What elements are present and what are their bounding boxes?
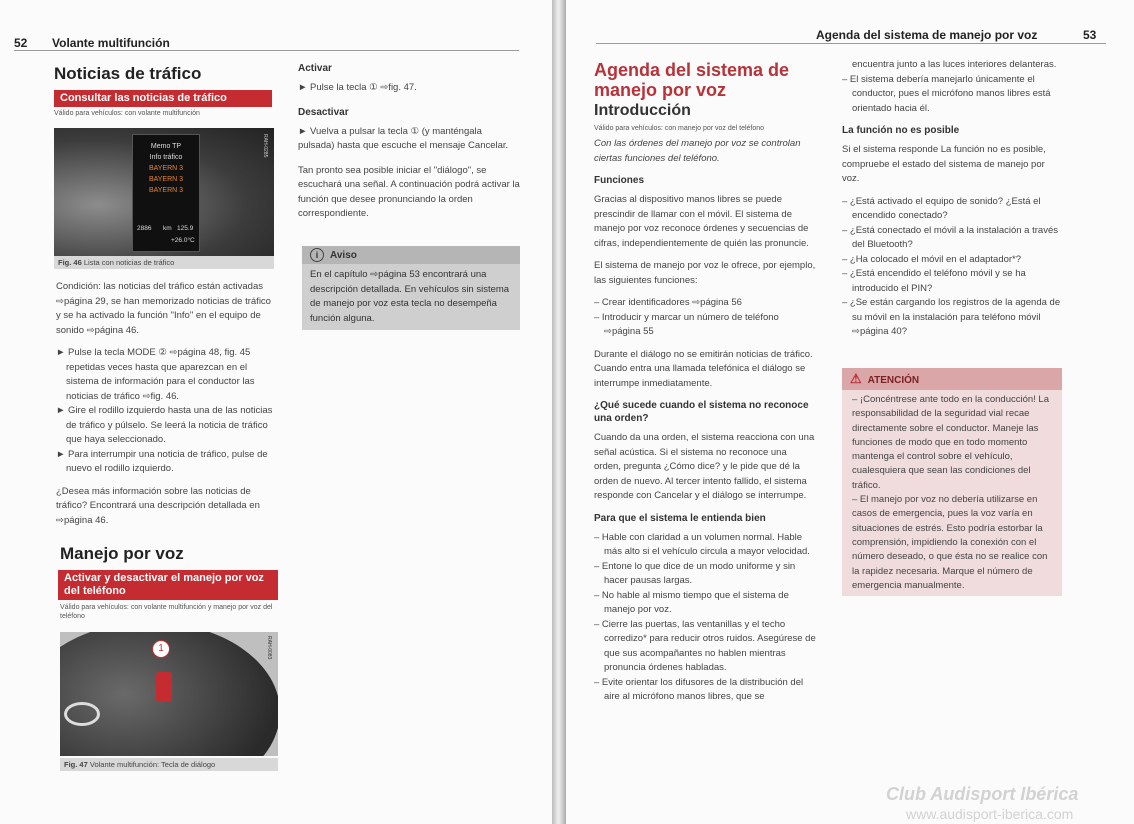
right-page [566, 0, 1134, 824]
lead-paragraph: Con las órdenes del manejo por voz se controlan ciertas funciones del teléfono. [594, 138, 801, 164]
step-activar: ► Pulse la tecla ① ⇨fig. 47. [298, 82, 417, 93]
warning-item: – ¡Concéntrese ante todo en la conducción! La responsabilidad de la seguridad vial recae directamente sobre el conductor. Maneje las funciones de modo que en todo momento mantenga el control sobre el vehículo, cualesquiera que sean las condiciones del tráfico. [852, 394, 1049, 491]
list-item: – ¿Ha colocado el móvil en el adaptador*? [842, 253, 1022, 265]
left-page [0, 0, 552, 824]
subheading-activar: Activar [298, 63, 332, 74]
warning-body [842, 390, 1062, 596]
list-item: encuentra junto a las luces interiores delanteras. [852, 59, 1057, 70]
validity-note: Válido para vehículos: con volante multifunción [54, 110, 200, 117]
subheading-funciones: Funciones [594, 175, 645, 186]
dialog-button-highlight [156, 672, 172, 702]
book-gutter [552, 0, 566, 824]
figure-code: RAH-0083 [266, 636, 272, 660]
driver-info-display [132, 134, 200, 252]
list-item: – Crear identificadores ⇨página 56 [594, 297, 742, 308]
figure-46-caption [54, 256, 274, 269]
no-posible-paragraph: Si el sistema responde La función no es posible, compruebe el estado del sistema de manejo por voz. [842, 144, 1046, 184]
step-desactivar: ► Vuelva a pulsar la tecla ① (y manténgala pulsada) hasta que escuche el mensaje Cancelar. [298, 125, 509, 151]
list-item: – Cierre las puertas, las ventanillas y el techo corredizo* para reducir otros ruidos. Asegúrese de que sus acompañantes no hablen mientras pronuncia órdenes habladas. [594, 618, 816, 673]
validity-note: Válido para vehículos: con manejo por voz del teléfono [594, 125, 765, 132]
subsection-bar: Consultar las noticias de tráfico [54, 90, 272, 107]
right-col1-text [594, 137, 816, 705]
list-item: – Evite orientar los difusores de la distribución del aire al micrófono manos libres, que se [594, 676, 804, 702]
temperature-value: +26.0°C [171, 237, 195, 244]
odometer-unit: km [163, 225, 172, 232]
running-head: Volante multifunción [52, 36, 170, 50]
page-number: 52 [14, 36, 28, 50]
figure-47 [60, 632, 278, 756]
aviso-text: En el capítulo ⇨página 53 encontrará una descripción detallada. En vehículos sin sistema de manejo por voz esta tecla no desempeña función alguna. [302, 264, 520, 330]
list-item: – ¿Está conectado el móvil a la instalación a través del Bluetooth? [842, 224, 1058, 250]
page-number: 53 [1083, 28, 1097, 42]
chapter-title: Agenda del sistema de manejo por voz [594, 60, 790, 100]
caption-text: Lista con noticias de tráfico [83, 258, 175, 267]
display-line-info: Info tráfico [149, 154, 183, 161]
list-item: – El sistema debería manejarlo únicamente el conductor, pues el micrófono manos libres está orientado hacia él. [842, 73, 1051, 114]
funciones-paragraph: Gracias al dispositivo manos libres se puede prescindir de llamar con el móvil. El sistema de manejo por voz reconoce órdenes y secuencias de cifras, independientemente de quién las pronuncie. [594, 194, 809, 249]
figure-code: RAH-0285 [262, 134, 268, 158]
step-item: ► Pulse la tecla MODE ② ⇨página 48, fig. 45 repetidas veces hasta que aparezcan en el sistema de información para el conductor las noticias de tráfico ⇨fig. 46. [56, 347, 255, 402]
subheading-no-posible: La función no es posible [842, 125, 960, 136]
reconoce-paragraph: Cuando da una orden, el sistema reacciona con una señal acústica. Si el sistema no reconoce una orden, pregunta ¿Cómo dice? y le pide que dé la orden de nuevo. Al tercer intento fallido, el sistema responde con Cancelar y el diálogo se interrumpe. [594, 432, 815, 501]
validity-note-2: Válido para vehículos: con volante multifunción y manejo por voz del teléfono [60, 604, 273, 620]
warning-title: ATENCIÓN [867, 375, 920, 386]
caption-text: Volante multifunción: Tecla de diálogo [89, 760, 216, 769]
section-title-2: Manejo por voz [60, 544, 184, 563]
warning-item: – El manejo por voz no debería utilizarse en casos de emergencia, pues la voz varía en situaciones de estrés. Esto podría estorbar la comprensión, impidiendo la conexión con el número deseado, o que ésta no se realice con la rapidez necesaria. Marque el número de emergencia manualmente. [852, 494, 1048, 591]
aviso-title: Aviso [330, 250, 357, 261]
display-line-memo: Memo TP [150, 143, 182, 150]
list-item: – ¿Está encendido el teléfono móvil y se ha introducido el PIN? [842, 268, 1026, 294]
list-item: – ¿Se están cargando los registros de la agenda de su móvil en la instalación para teléfono móvil ⇨página 40? [842, 297, 1061, 337]
warning-box [842, 368, 1062, 596]
right-col2-text [842, 58, 1064, 340]
condition-paragraph: Condición: las noticias del tráfico están activadas ⇨página 29, se han memorizado noticias de tráfico y se ha activado la función "Info" en el equipo de sonido ⇨página 46. [56, 281, 271, 336]
watermark-brand: Club Audisport Ibérica [886, 784, 1079, 804]
list-item: – No hable al mismo tiempo que el sistema de manejo por voz. [594, 589, 789, 615]
header-rule [14, 50, 519, 51]
dialogo-paragraph: Durante el diálogo no se emitirán noticias de tráfico. Cuando entra una llamada telefónica el diálogo se interrumpe inmediatamente. [594, 348, 813, 389]
odometer-value: 2886 [137, 225, 152, 232]
ofrece-paragraph: El sistema de manejo por voz le ofrece, por ejemplo, las siguientes funciones: [594, 260, 816, 286]
section-title: Noticias de tráfico [54, 64, 202, 83]
step-item: ► Para interrumpir una noticia de tráfico, pulse de nuevo el rodillo izquierdo. [56, 448, 268, 474]
warning-triangle-icon: ⚠ [850, 371, 862, 386]
intro-title: Introducción [594, 102, 691, 119]
left-col2-text [298, 62, 520, 230]
figure-46 [54, 128, 274, 256]
callout-number: 1 [152, 640, 170, 658]
frequency-value: 125.9 [177, 225, 194, 232]
warning-header [842, 368, 1062, 390]
list-item: – Introducir y marcar un número de teléfono ⇨página 55 [594, 311, 779, 337]
figure-47-caption [60, 758, 278, 771]
caption-number: Fig. 46 [58, 258, 82, 267]
list-item: – Hable con claridad a un volumen normal. Hable más alto si el vehículo circula a mayor velocidad. [594, 531, 810, 557]
caption-number: Fig. 47 [64, 760, 88, 769]
running-head: Agenda del sistema de manejo por voz [816, 28, 1038, 42]
info-icon: i [310, 248, 324, 262]
display-line-station: BAYERN 3 [148, 176, 184, 183]
more-info-paragraph: ¿Desea más información sobre las noticias de tráfico? Encontrará una descripción detallada en ⇨página 46. [56, 485, 260, 526]
subheading-entienda: Para que el sistema le entienda bien [594, 512, 766, 524]
list-item: – Entone lo que dice de un modo uniforme y sin hacer pausas largas. [594, 560, 796, 586]
aviso-box [302, 246, 520, 330]
subheading-desactivar: Desactivar [298, 106, 349, 118]
display-line-station: BAYERN 3 [148, 165, 184, 172]
step-item: ► Gire el rodillo izquierdo hasta una de las noticias de tráfico y púlselo. Se leerá la noticia de tráfico que haya seleccionado. [56, 405, 273, 445]
audi-rings-icon [64, 702, 100, 726]
subsection-bar-2: Activar y desactivar el manejo por voz del teléfono [58, 570, 278, 600]
dialog-paragraph: Tan pronto sea posible iniciar el "diálogo", se escuchará una señal. A continuación podrá activar la función que desee pronunciando la orden correspondiente. [298, 164, 520, 219]
watermark-url: www.audisport-iberica.com [906, 806, 1074, 822]
header-rule [596, 43, 1106, 44]
aviso-header [302, 246, 520, 264]
display-line-station: BAYERN 3 [148, 187, 184, 194]
left-col1-text [56, 280, 274, 536]
subheading-reconoce: ¿Qué sucede cuando el sistema no reconoce una orden? [594, 400, 809, 424]
list-item: – ¿Está activado el equipo de sonido? ¿Está el encendido conectado? [842, 195, 1041, 221]
